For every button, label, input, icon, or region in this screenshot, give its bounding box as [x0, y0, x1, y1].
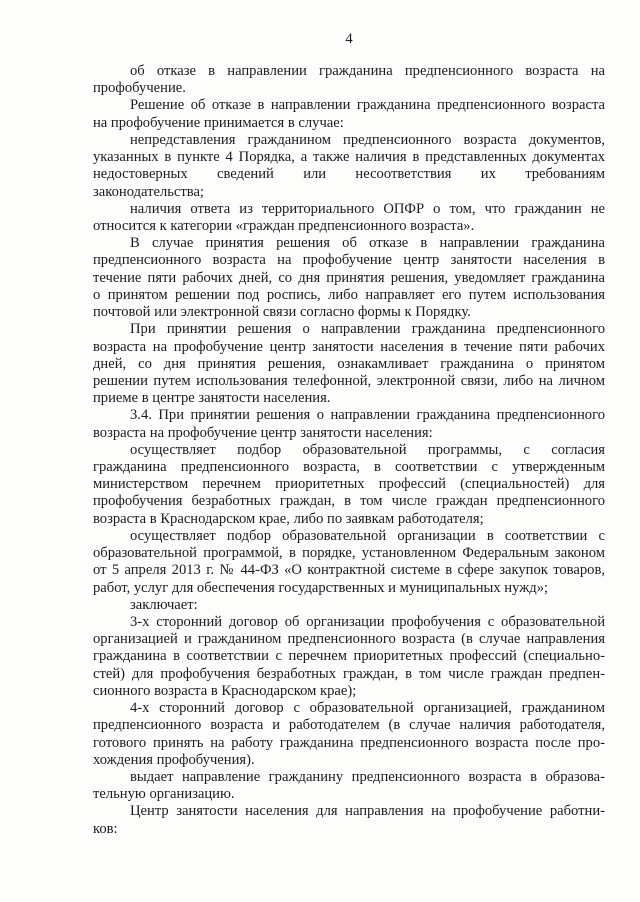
paragraph — [93, 132, 605, 201]
text-line: выдает направление гражданину предпенсионного возраста в образова- — [130, 768, 605, 785]
text-line: Решение об отказе в направлении гражданина предпенсионного возраста — [130, 97, 605, 114]
paragraph — [93, 614, 605, 700]
text-line: возраста на профобучение центр занятости населения: — [93, 424, 433, 441]
text-line: недостоверных сведений или несоответствия их требованиям — [93, 166, 605, 183]
paragraph — [93, 442, 605, 528]
text-line: относится к категории «граждан предпенсионного возраста». — [93, 217, 475, 234]
text-line: В случае принятия решения об отказе в направлении гражданина — [130, 235, 605, 252]
text-line: возраста на профобучение центр занятости населения в течение пяти рабочих — [93, 338, 605, 355]
text-line: хождения профобучения). — [93, 751, 255, 768]
text-line: 3-х сторонний договор об организации профобучения с образовательной — [130, 614, 605, 630]
text-line: на профобучение принимается в случае: — [93, 114, 344, 131]
text-line: предпенсионного возраста на профобучение центр занятости населения в — [93, 252, 605, 269]
text-line: заключает: — [130, 596, 198, 613]
text-line: дней, со дня принятия решения, ознакамливает гражданина о принятом — [93, 355, 605, 372]
text-line: При принятии решения о направлении гражданина предпенсионного — [130, 321, 605, 338]
paragraph — [93, 769, 605, 803]
text-line: гражданина в соответствии с перечнем приоритетных профессий (специально- — [93, 648, 605, 665]
text-line: профобучение. — [93, 80, 186, 97]
page-number: 4 — [345, 31, 353, 47]
text-line: тельную организацию. — [93, 786, 235, 803]
paragraph — [93, 803, 605, 837]
paragraph — [93, 201, 605, 235]
text-line: почтовой или электронной связи согласно формы к Порядку. — [93, 304, 471, 321]
paragraph — [93, 407, 605, 441]
text-line: ков: — [93, 820, 118, 837]
text-line: приеме в центре занятости населения. — [93, 390, 331, 407]
text-line: Центр занятости населения для направления на профобучение работни- — [130, 803, 605, 820]
paragraph — [93, 700, 605, 769]
paragraph — [93, 321, 605, 407]
paragraph — [93, 97, 605, 131]
text-line: осуществляет подбор образовательной организации в соответствии с — [130, 527, 605, 544]
text-line: осуществляет подбор образовательной программы, с согласия — [130, 441, 605, 458]
text-line: профобучения безработных граждан, в том числе граждан предпенсионного — [93, 493, 605, 510]
paragraph — [93, 63, 605, 97]
paragraph — [93, 597, 605, 614]
text-line: об отказе в направлении гражданина предпенсионного возраста на — [130, 63, 605, 79]
text-line: возраста в Краснодарском крае, либо по заявкам работодателя; — [93, 510, 484, 527]
paragraph — [93, 235, 605, 321]
text-line: непредставления гражданином предпенсионного возраста документов, — [130, 131, 605, 148]
text-line: решении путем использования телефонной, электронной связи, либо на личном — [93, 372, 605, 389]
text-line: работ, услуг для обеспечения государственных и муниципальных нужд»; — [93, 579, 549, 596]
text-line: от 5 апреля 2013 г. № 44-ФЗ «О контрактной системе в сфере закупок товаров, — [93, 562, 605, 579]
text-line: предпенсионного возраста и работодателем (в случае наличия работодателя, — [93, 717, 605, 734]
text-line: образовательной программой, в порядке, установленном Федеральным законом — [93, 545, 605, 562]
text-line: о принятом решении под роспись, либо направляет его путем использования — [93, 286, 605, 303]
text-line: министерством перечнем приоритетных профессий (специальностей) для — [93, 476, 605, 493]
text-line: организацией и гражданином предпенсионного возраста (в случае направления — [93, 631, 605, 648]
text-line: 3.4. При принятии решения о направлении гражданина предпенсионного — [130, 407, 605, 424]
text-line: 4-х сторонний договор с образовательной организацией, гражданином — [130, 700, 605, 717]
text-line: гражданина предпенсионного возраста, в соответствии с утвержденным — [93, 459, 605, 476]
text-line: готового принять на работу гражданина предпенсионного возраста после про- — [93, 734, 605, 751]
text-line: наличия ответа из территориального ОПФР о том, что гражданин не — [130, 200, 605, 217]
paragraph — [93, 528, 605, 597]
text-line: стей) для профобучения безработных граждан, в том числе граждан предпен- — [93, 665, 605, 682]
text-line: законодательства; — [93, 183, 204, 200]
text-line: сионного возраста в Краснодарском крае); — [93, 682, 357, 699]
text-line: указанных в пункте 4 Порядка, а также наличия в представленных документах — [93, 149, 605, 166]
text-line: течение пяти рабочих дней, со дня принятия решения, уведомляет гражданина — [93, 269, 605, 286]
document-body — [93, 63, 605, 838]
